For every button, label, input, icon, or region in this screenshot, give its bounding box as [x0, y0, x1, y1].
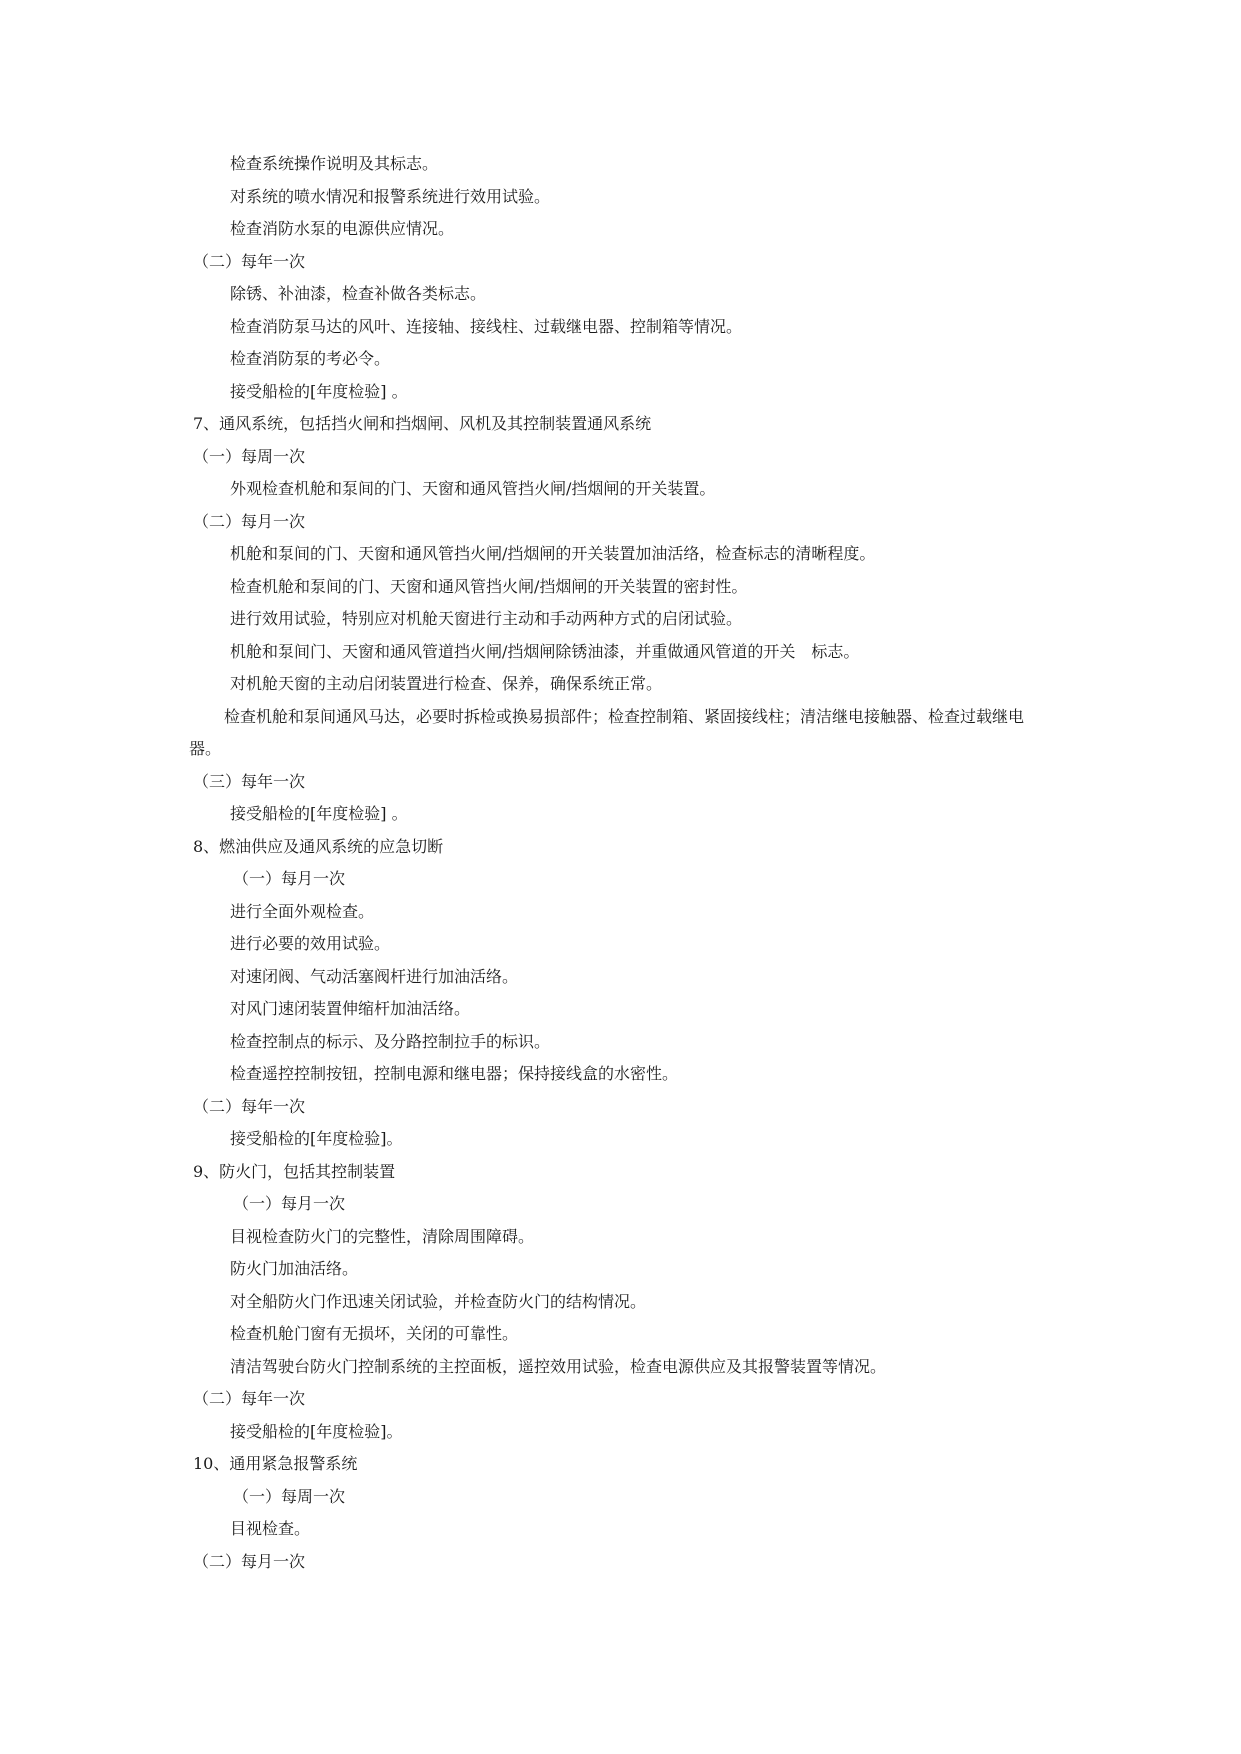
section-heading: 10、通用紧急报警系统: [193, 1454, 358, 1473]
text-line: 检查控制点的标示、及分路控制拉手的标识。: [230, 1032, 551, 1051]
text-line: 检查消防泵的考必令。: [230, 349, 391, 368]
text-line: 检查机舱门窗有无损坏，关闭的可靠性。: [230, 1324, 519, 1343]
section-heading: 9、防火门，包括其控制装置: [193, 1162, 396, 1181]
text-line: 接受船检的[年度检验] 。: [230, 804, 408, 823]
section-heading: 7、通风系统，包括挡火闸和挡烟闸、风机及其控制装置通风系统: [193, 414, 652, 433]
text-line-continuation: 器。: [189, 739, 222, 758]
section-subheading: （三）每年一次: [193, 772, 306, 791]
section-heading: 8、燃油供应及通风系统的应急切断: [193, 837, 444, 856]
text-line: 机舱和泵间的门、天窗和通风管挡火闸/挡烟闸的开关装置加油活络，检查标志的清晰程度。: [230, 544, 876, 563]
section-subheading: （一）每周一次: [193, 447, 306, 466]
text-line: 检查消防泵马达的风叶、连接轴、接线柱、过载继电器、控制箱等情况。: [230, 317, 743, 336]
section-subheading: （二）每年一次: [193, 1389, 306, 1408]
text-line: 外观检查机舱和泵间的门、天窗和通风管挡火闸/挡烟闸的开关装置。: [230, 479, 716, 498]
text-line: 除锈、补油漆，检查补做各类标志。: [230, 284, 487, 303]
text-line: 对速闭阀、气动活塞阀杆进行加油活络。: [230, 967, 519, 986]
section-subheading: （二）每月一次: [193, 512, 306, 531]
section-subheading: （二）每月一次: [193, 1552, 306, 1571]
section-subheading: （一）每月一次: [233, 1194, 346, 1213]
text-line: 接受船检的[年度检验] 。: [230, 382, 408, 401]
text-line: 对系统的喷水情况和报警系统进行效用试验。: [230, 187, 551, 206]
text-line: 接受船检的[年度检验]。: [230, 1129, 403, 1148]
section-subheading: （一）每月一次: [233, 869, 346, 888]
section-subheading: （二）每年一次: [193, 252, 306, 271]
text-line: 检查机舱和泵间通风马达，必要时拆检或换易损部件；检查控制箱、紧固接线柱；清洁继电接触器、检查过载继电: [224, 707, 1025, 726]
text-line: 对风门速闭装置伸缩杆加油活络。: [230, 999, 471, 1018]
text-line: 对全船防火门作迅速关闭试验，并检查防火门的结构情况。: [230, 1292, 647, 1311]
section-subheading: （二）每年一次: [193, 1097, 306, 1116]
text-line: 检查系统操作说明及其标志。: [230, 154, 439, 173]
text-line: 检查遥控控制按钮，控制电源和继电器；保持接线盒的水密性。: [230, 1064, 679, 1083]
text-line: 机舱和泵间门、天窗和通风管道挡火闸/挡烟闸除锈油漆，并重做通风管道的开关 标志。: [230, 642, 860, 661]
text-line: 检查消防水泵的电源供应情况。: [230, 219, 455, 238]
text-line: 防火门加油活络。: [230, 1259, 359, 1278]
text-line: 进行全面外观检查。: [230, 902, 375, 921]
text-line: 进行效用试验，特别应对机舱天窗进行主动和手动两种方式的启闭试验。: [230, 609, 743, 628]
section-subheading: （一）每周一次: [233, 1487, 346, 1506]
text-line: 进行必要的效用试验。: [230, 934, 391, 953]
text-line: 接受船检的[年度检验]。: [230, 1422, 403, 1441]
text-line: 对机舱天窗的主动启闭装置进行检查、保养，确保系统正常。: [230, 674, 663, 693]
text-line: 清洁驾驶台防火门控制系统的主控面板，遥控效用试验，检查电源供应及其报警装置等情况。: [230, 1357, 887, 1376]
text-line: 目视检查防火门的完整性，清除周围障碍。: [230, 1227, 535, 1246]
text-line: 检查机舱和泵间的门、天窗和通风管挡火闸/挡烟闸的开关装置的密封性。: [230, 577, 748, 596]
text-line: 目视检查。: [230, 1519, 311, 1538]
